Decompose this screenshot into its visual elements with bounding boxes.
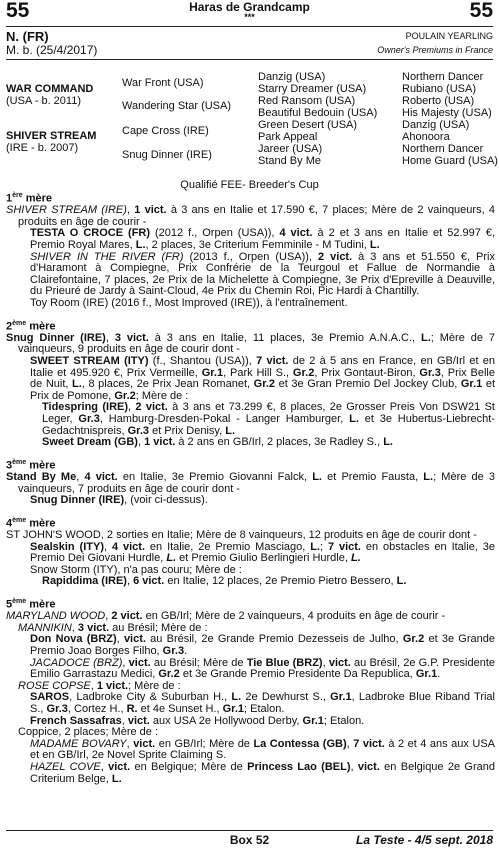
pedigree-gen3: Danzig (USA): [258, 71, 326, 83]
pedigree-gen3: Red Ransom (USA): [258, 95, 356, 107]
second-dam-heading: 2ème mère: [6, 319, 56, 333]
pedigree-gen3: Beautiful Bedouin (USA): [258, 107, 378, 119]
pedigree-gen4: His Majesty (USA): [402, 107, 492, 119]
pedigree-gen3: Park Appeal: [258, 131, 318, 143]
fifth-dam-produce: JACADOCE (BRZ), vict. au Brésil; Mère de Tie Blue (BRZ), vict. au Brésil, 2e G.P. Presidente Emilio Garrastazu Medici, Gr.2 et 3e Grande Premio Presidente Da Republica, Gr.1.: [30, 656, 495, 681]
pedigree-gen2: Cape Cross (IRE): [122, 125, 209, 137]
header-rule: [6, 26, 493, 27]
third-dam-text: Stand By Me, 4 vict. en Italie, 3e Premio Giovanni Falck, L. et Premio Fausta, L.; Mère de 3 vainqueurs, 7 produits en âge de courir dont -: [6, 471, 496, 495]
first-dam-heading: 1ère mère: [6, 192, 52, 205]
first-dam-produce: Toy Room (IRE) (2016 f., Most Improved (IRE)), à l'entraînement.: [30, 297, 348, 309]
pedigree-gen2: Snug Dinner (IRE): [122, 149, 212, 161]
fifth-dam-produce: MADAME BOVARY, vict. en GB/Irl; Mère de La Contessa (GB), 7 vict. à 2 et 4 ans aux USA et en GB/Irl, 2e Novel Sprite Claiming S.: [30, 737, 495, 762]
pedigree-rule: [6, 59, 493, 60]
pedigree-gen4: Roberto (USA): [402, 95, 475, 107]
first-dam-produce: SHIVER IN THE RIVER (FR) (2013 f., Orpen (USA)), 2 vict. à 3 ans et 51.550 €, Prix d'Haramont à Compiegne, Prix Confrérie de la Teurgoul et Fallue de Normandie à Clairefontaine, 7 places, 2e Prix de la Michelette à Compiegne, 3e Prix d'Epreville à Deauville, du Prieuré de Jardy à Saint-Cloud, 4e Prix du Chemin Roi, Pic Hardi à Chantilly.: [30, 250, 495, 298]
third-dam-heading: 3ème mère: [6, 458, 56, 472]
pedigree-gen3: Green Desert (USA): [258, 119, 358, 131]
lot-number-left: 55: [6, 0, 30, 22]
pedigree-gen3: Starry Dreamer (USA): [258, 83, 367, 95]
fifth-dam-produce: HAZEL COVE, vict. en Belgique; Mère de Princess Lao (BEL), vict. en Belgique 2e Grand Criterium Belge, L.: [30, 761, 495, 785]
pedigree-gen4: Ahonoora: [402, 131, 450, 143]
pedigree-sire-info: (USA - b. 2011): [6, 95, 81, 107]
pedigree-dam-info: (IRE - b. 2007): [6, 142, 79, 154]
owners-premiums: Owner's Premiums in France: [377, 45, 493, 55]
box-number: Box 52: [229, 833, 270, 847]
horse-name: N. (FR): [6, 29, 49, 44]
fourth-dam-produce: Snow Storm (ITY), n'a pas couru; Mère de :: [30, 563, 242, 576]
first-dam-text: SHIVER STREAM (IRE), 1 vict. à 3 ans en Italie et 17.590 €, 7 places; Mère de 2 vainqueurs, 4 produits en âge de courir -: [6, 204, 495, 228]
fifth-dam-produce: Don Nova (BRZ), vict. au Brésil, 2e Grande Premio Dezesseis de Julho, Gr.2 et 3e Grande Premio Joao Borges Filho, Gr.3.: [30, 633, 495, 658]
fourth-dam-produce: Sealskin (ITY), 4 vict. en Italie, 2e Premio Masciago, L.; 7 vict. en obstacles en Italie, 3e Premio Dei Giovani Hurdle, L. et Premio Giulio Berlingieri Hurdle, L.: [30, 540, 496, 565]
horse-sex-color-dob: M. b. (25/4/2017): [6, 43, 98, 57]
fifth-dam-heading: 5ème mère: [6, 598, 56, 611]
lot-number-right: 55: [469, 0, 493, 22]
first-dam-produce: TESTA O CROCE (FR) (2012 f., Orpen (USA)), 4 vict. à 2 et 3 ans en Italie et 52.997 €, Premio Royal Mares, L., 2 places, 3e Criterium Femminile - M Tudini, L.: [30, 227, 495, 252]
second-dam-text: Snug Dinner (IRE), 3 vict. à 3 ans en Italie, 11 places, 3e Premio A.N.A.C., L.; Mère de 7 vainqueurs, 9 produits en âge de courir dont -: [6, 331, 496, 356]
qualification-line: Qualifié FEE- Breeder's Cup: [180, 179, 319, 191]
pedigree-gen4: Home Guard (USA): [402, 155, 498, 167]
pedigree-dam: SHIVER STREAM: [6, 130, 97, 142]
consignor-name: Haras de Grandcamp: [189, 0, 310, 14]
fifth-dam-produce: ROSE COPSE, 1 vict.; Mère de :: [18, 679, 181, 692]
fifth-dam-produce: Coppice, 2 places; Mère de :: [18, 726, 159, 739]
sale-type: POULAIN YEARLING: [405, 31, 493, 41]
pedigree-gen4: Northern Dancer: [402, 143, 484, 155]
pedigree-gen3: Jareer (USA): [258, 143, 323, 155]
second-dam-produce: Sweet Dream (GB), 1 vict. à 2 ans en GB/Irl, 2 places, 3e Radley S., L.: [42, 436, 393, 449]
third-dam-produce: Snug Dinner (IRE), (voir ci-dessus).: [30, 494, 208, 507]
fourth-dam-text: ST JOHN'S WOOD, 2 sorties en Italie; Mère de 8 vainqueurs, 12 produits en âge de courir dont -: [6, 529, 477, 542]
produce-record: [6, 190, 495, 785]
pedigree-gen4: Danzig (USA): [402, 119, 470, 131]
fifth-dam-text: MARYLAND WOOD, 2 vict. en GB/Irl; Mère de 2 vainqueurs, 4 produits en âge de courir -: [6, 610, 446, 623]
pedigree-gen3: Stand By Me: [258, 155, 321, 167]
sale-name-dates: La Teste - 4/5 sept. 2018: [356, 833, 493, 847]
fourth-dam-heading: 4ème mère: [6, 516, 56, 530]
pedigree-sire: WAR COMMAND: [6, 83, 94, 95]
consignor-stars: ***: [244, 12, 255, 22]
pedigree-gen4: Northern Dancer: [402, 71, 484, 83]
fourth-dam-produce: Rapiddima (IRE), 6 vict. en Italie, 12 places, 2e Premio Pietro Bessero, L.: [42, 575, 407, 588]
second-dam-produce: SWEET STREAM (ITY) (f., Shantou (USA)), 7 vict. de 2 à 5 ans en France, en GB/Irl et en Italie et 495.920 €, Prix Vermeille, Gr.1, Park Hill S., Gr.2, Prix Gontaut-Biron, Gr.3, Prix Belle de Nuit, L., 8 places, 2e Prix Jean Romanet, Gr.2 et 3e Gran Premio Del Jockey Club, Gr.1 et Prix de Pomone, Gr.2; Mère de :: [30, 355, 496, 402]
pedigree-gen2: War Front (USA): [122, 77, 204, 89]
second-dam-produce: Tidespring (IRE), 2 vict. à 3 ans et 73.299 €, 8 places, 2e Grosser Preis Von DSW21 St Leger, Gr.3, Hamburg-Dresden-Pokal - Langer Hamburger, L. et 3e Hubertus-Liebrecht-Gedachtnispreis, Gr.3 et Prix Denisy, L.: [42, 401, 495, 437]
footer-rule: [6, 830, 493, 831]
pedigree-gen4: Rubiano (USA): [402, 83, 476, 95]
fifth-dam-produce: MANNIKIN, 3 vict. au Brésil; Mère de :: [18, 621, 208, 634]
pedigree-gen2: Wandering Star (USA): [122, 100, 232, 112]
fifth-dam-produce: SAROS, Ladbroke City & Suburban H., L. 2e Dewhurst S., Gr.1, Ladbroke Blue Riband Trial S., Gr.3, Cortez H., R. et 4e Sunset H., Gr.1; Etalon.: [30, 691, 495, 716]
fifth-dam-produce: French Sassafras, vict. aux USA 2e Hollywood Derby, Gr.1; Etalon.: [30, 714, 365, 727]
